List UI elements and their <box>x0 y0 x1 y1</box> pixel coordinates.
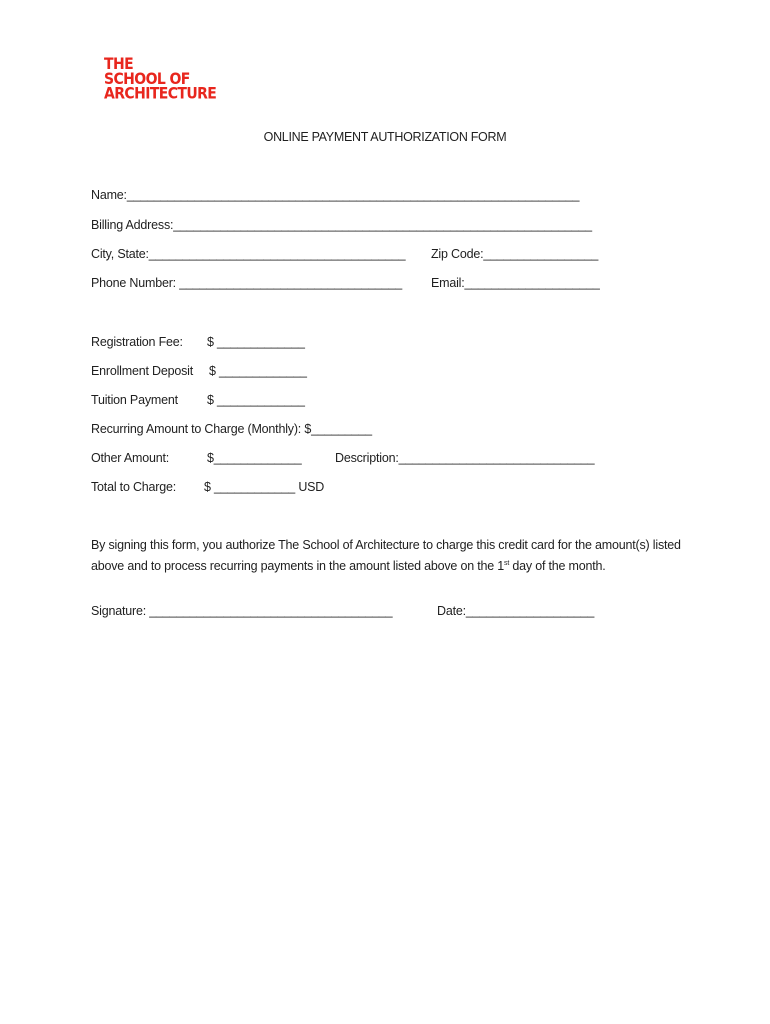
signature-field[interactable]: Signature: ____________________________________ <box>91 604 393 618</box>
name-field[interactable]: Name:___________________________________________________________________ <box>91 188 580 202</box>
school-logo <box>104 55 217 103</box>
authorization-text-end: day of the month. <box>509 558 606 573</box>
enrollment-deposit-label: Enrollment Deposit <box>91 364 194 378</box>
ordinal-suffix: st <box>504 559 510 567</box>
other-amount-label: Other Amount: <box>91 451 169 465</box>
total-to-charge-field[interactable]: $ ____________ USD <box>204 480 325 494</box>
total-to-charge-label: Total to Charge: <box>91 480 177 494</box>
other-amount-field[interactable]: $_____________ <box>207 451 302 465</box>
city-state-field[interactable]: City, State:______________________________________ <box>91 247 406 261</box>
enrollment-deposit-field[interactable]: $ _____________ <box>209 364 307 378</box>
form-title: ONLINE PAYMENT AUTHORIZATION FORM <box>263 130 507 144</box>
registration-fee-field[interactable]: $ _____________ <box>207 335 305 349</box>
zip-code-field[interactable]: Zip Code:_________________ <box>431 247 599 261</box>
logo-line-1: THE <box>104 55 134 74</box>
tuition-payment-label: Tuition Payment <box>91 393 178 407</box>
recurring-amount-field[interactable]: Recurring Amount to Charge (Monthly): $_________ <box>91 422 372 436</box>
billing-address-field[interactable]: Billing Address:______________________________________________________________ <box>91 218 592 232</box>
logo-line-2: SCHOOL OF <box>104 70 190 89</box>
authorization-text: By signing this form, you authorize The School of Architecture to charge this credit card for the amount(s) listed above and to process recurring payments in the amount listed above on the 1 <box>91 538 681 573</box>
description-field[interactable]: Description:_____________________________ <box>335 451 595 465</box>
registration-fee-label: Registration Fee: <box>91 335 183 349</box>
logo-line-3: ARCHITECTURE <box>104 84 217 103</box>
authorization-statement <box>91 536 681 575</box>
tuition-payment-field[interactable]: $ _____________ <box>207 393 305 407</box>
date-field[interactable]: Date:___________________ <box>437 604 595 618</box>
email-field[interactable]: Email:____________________ <box>431 276 600 290</box>
phone-number-field[interactable]: Phone Number: _________________________________ <box>91 276 403 290</box>
